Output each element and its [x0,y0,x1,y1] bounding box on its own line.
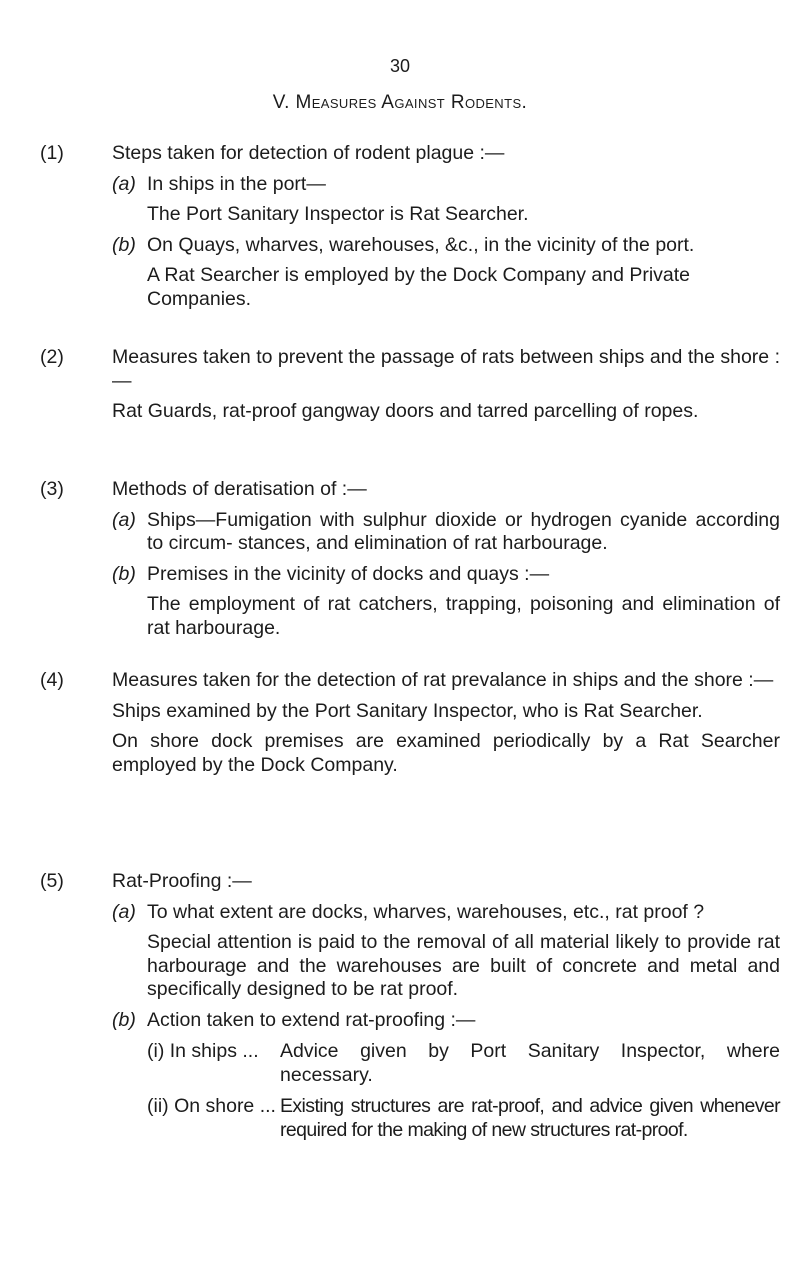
subsection-detail: The Port Sanitary Inspector is Rat Searcher. [147,203,529,225]
subsection-text: In ships in the port— [147,172,326,195]
section-title: Methods of deratisation of :— [112,478,367,500]
action-description: Existing structures are rat-proof, and advice given whenever required for the making of new structures rat-proof. [280,1095,780,1141]
section-number: (2) [40,346,64,368]
subsection-b [112,563,780,587]
section-heading: V. Measures Against Rodents. [272,92,528,113]
section-number: (5) [40,870,64,892]
section-5 [40,870,780,1142]
subsection-text: To what extent are docks, wharves, warehouses, etc., rat proof ? [147,900,705,923]
subsection-label: (b) [112,1008,136,1031]
section-title: Measures taken for the detection of rat prevalance in ships and the shore :— [112,669,774,691]
subsection-text: Action taken to extend rat-proofing :— [147,1008,476,1031]
section-detail: Ships examined by the Port Sanitary Inspector, who is Rat Searcher. [112,699,703,722]
subsection-a [112,901,780,925]
subsection-label: (a) [112,900,136,923]
section-number: (1) [40,142,64,164]
section-detail: On shore dock premises are examined periodically by a Rat Searcher employed by the Dock Company. [112,730,780,776]
section-number: (4) [40,669,64,691]
page-number: 30 [389,56,411,76]
section-1 [40,142,780,311]
action-location: (i) In ships ... [147,1040,259,1062]
subsection-a [112,509,780,556]
section-title: Measures taken to prevent the passage of rats between ships and the shore :— [112,346,780,392]
section-title: Steps taken for detection of rodent plague :— [112,142,505,164]
subsection-detail: The employment of rat catchers, trapping, poisoning and elimination of rat harbourage. [147,593,780,639]
action-row-shore [147,1095,780,1142]
subsection-text: On Quays, wharves, warehouses, &c., in the vicinity of the port. [147,233,695,256]
section-4 [40,669,780,777]
subsection-b [112,234,780,258]
section-2 [40,346,780,424]
subsection-b [112,1009,780,1033]
subsection-label: (a) [112,508,136,531]
subsection-detail: A Rat Searcher is employed by the Dock Company and Private Companies. [147,264,691,310]
subsection-detail: Special attention is paid to the removal of all material likely to provide rat harbourage and the warehouses are built of concrete and metal and specifically designed to be rat proof. [147,931,780,1000]
action-location: (ii) On shore ... [147,1095,276,1117]
subsection-a [112,173,780,197]
action-row-ships [147,1040,780,1087]
section-number: (3) [40,478,64,500]
subsection-text: Ships—Fumigation with sulphur dioxide or hydrogen cyanide according to circum- stances, and elimination of rat harbourage. [147,508,780,554]
section-title: Rat-Proofing :— [112,870,252,892]
section-detail: Rat Guards, rat-proof gangway doors and tarred parcelling of ropes. [112,400,699,422]
subsection-label: (b) [112,562,136,585]
subsection-label: (a) [112,172,136,195]
action-description: Advice given by Port Sanitary Inspector, where necessary. [280,1040,780,1086]
section-3 [40,478,780,640]
subsection-label: (b) [112,233,136,256]
subsection-text: Premises in the vicinity of docks and quays :— [147,562,550,585]
